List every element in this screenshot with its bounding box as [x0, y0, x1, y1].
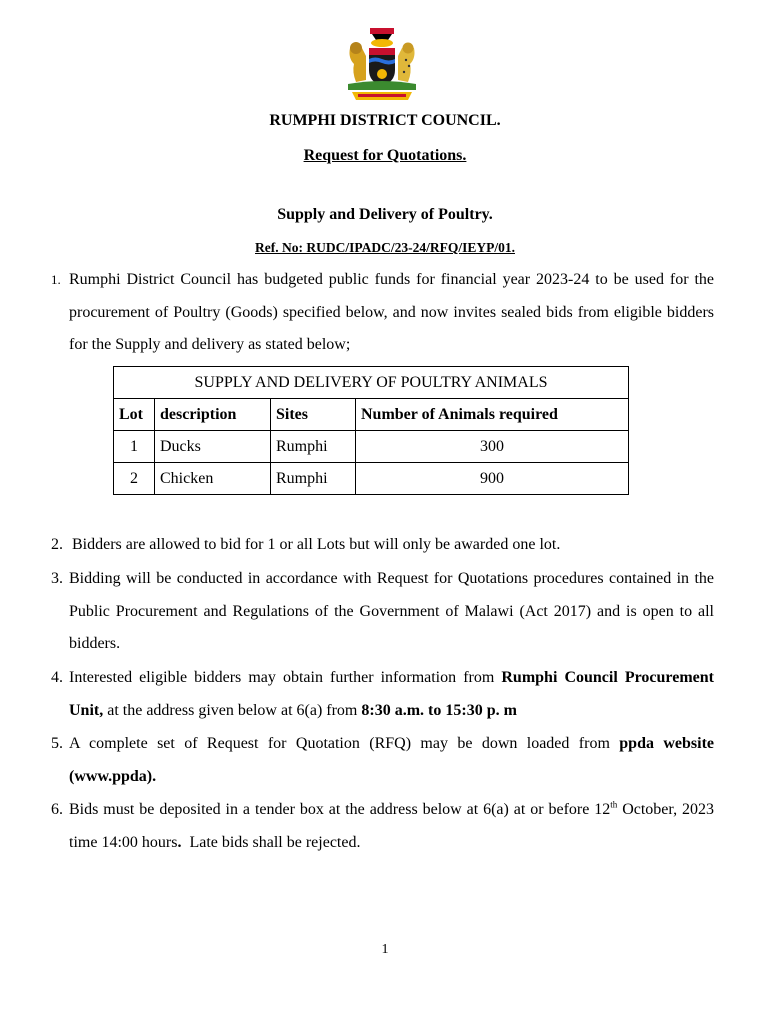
procurement-unit-name: Rumphi Council Procurement Unit, — [69, 669, 715, 719]
paragraph-5 — [69, 728, 714, 793]
ppda-website: ppda website (www.ppda). — [69, 735, 714, 785]
coat-of-arms-icon — [342, 26, 422, 102]
paragraph-2: Bidders are allowed to bid for 1 or all Lots but will only be awarded one lot. — [72, 536, 561, 553]
paragraph-1: Rumphi District Council has budgeted public funds for financial year 2023-24 to be used for the procurement of Poultry (Goods) specified below, and now invites sealed bids from eligible bidders for the Supply and delivery as stated below; — [69, 271, 714, 353]
table-row — [114, 431, 629, 463]
column-header: Lot — [114, 399, 155, 431]
column-header: Sites — [271, 399, 356, 431]
column-header: description — [155, 399, 271, 431]
paragraph-3: Bidding will be conducted in accordance with Request for Quotations procedures contained in the Public Procurement and Regulations of the Government of Malawi (Act 2017) and is open to all bidders. — [69, 570, 714, 652]
poultry-lots-table — [113, 366, 629, 495]
paragraph-text: October, 2023 time 14:00 hours — [69, 801, 715, 851]
council-name: RUMPHI DISTRICT COUNCIL. — [269, 112, 501, 129]
site-cell: Rumphi — [271, 463, 356, 495]
item-number: 2. — [51, 536, 63, 553]
ordinal-suffix: th — [610, 799, 618, 810]
site-cell: Rumphi — [271, 431, 356, 463]
table-header-row — [114, 399, 629, 431]
description-cell: Chicken — [155, 463, 271, 495]
item-number: 4. — [51, 669, 63, 686]
office-hours: 8:30 a.m. to 15:30 p. m — [361, 701, 517, 719]
reference-number: Ref. No: RUDC/IPADC/23-24/RFQ/IEYP/01. — [255, 240, 515, 255]
paragraph-text: Bids must be deposited in a tender box at the address below at 6(a) at or before 12 — [69, 801, 611, 818]
table-caption-row — [114, 367, 629, 399]
item-number: 6. — [51, 801, 63, 818]
paragraph-4 — [69, 662, 714, 727]
paragraph-text: Interested eligible bidders may obtain further information from — [69, 669, 502, 686]
document-type: Request for Quotations. — [303, 147, 467, 164]
description-cell: Ducks — [155, 431, 271, 463]
paragraph-text: A complete set of Request for Quotation (RFQ) may be down loaded from — [69, 735, 620, 752]
paragraph-text: Late bids shall be rejected. — [181, 833, 361, 851]
quantity-cell: 300 — [356, 431, 629, 463]
lot-cell: 1 — [114, 431, 155, 463]
column-header: Number of Animals required — [356, 399, 629, 431]
item-number: 5. — [51, 735, 63, 752]
table-row — [114, 463, 629, 495]
lot-cell: 2 — [114, 463, 155, 495]
bold-period: . — [177, 833, 182, 851]
page-number: 1 — [381, 942, 389, 957]
paragraph-text: at the address given below at 6(a) from — [103, 701, 362, 719]
document-subject: Supply and Delivery of Poultry. — [277, 206, 493, 223]
paragraph-6 — [69, 794, 714, 859]
item-number: 1. — [51, 272, 61, 287]
item-number: 3. — [51, 570, 63, 587]
table-caption: SUPPLY AND DELIVERY OF POULTRY ANIMALS — [114, 367, 629, 399]
quantity-cell: 900 — [356, 463, 629, 495]
